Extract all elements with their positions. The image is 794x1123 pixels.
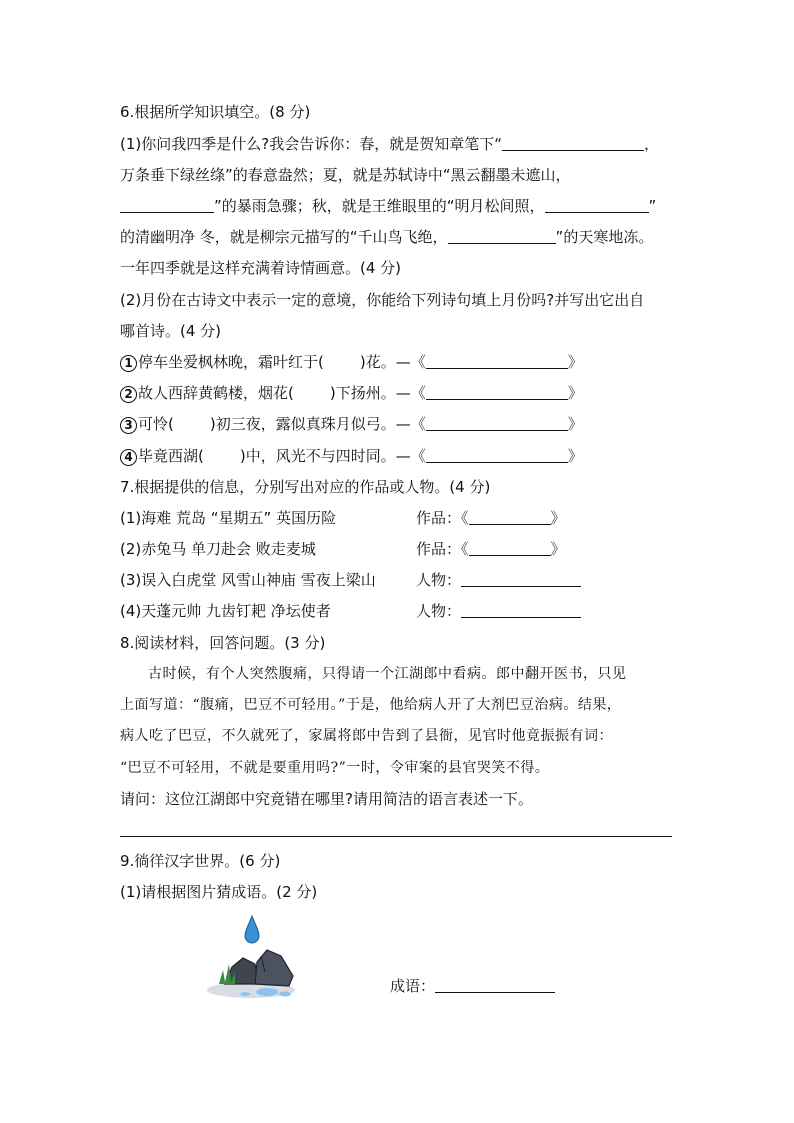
answer-blank[interactable] — [461, 602, 581, 618]
q7-clue: (1)海难 荒岛 “星期五” 英国历险 — [120, 509, 337, 527]
story-line: 古时候，有个人突然腹痛，只得请一个江湖郎中看病。郎中翻开医书，只见 — [148, 666, 627, 682]
poem-title-blank[interactable] — [426, 415, 568, 431]
blank-autumn[interactable] — [545, 197, 649, 213]
poem-title-blank[interactable] — [426, 353, 568, 369]
q7-answer: 作品：《 》 — [416, 509, 566, 527]
q6-p1-line3: ”的暴雨急骤；秋，就是王维眼里的“明月松间照， ” — [120, 196, 656, 216]
item-number: 1 — [120, 355, 137, 372]
blank-summer[interactable] — [120, 197, 214, 213]
story-line: 病人吃了巴豆，不久就死了，家属将郎中告到了县衙，见官时他竟振振有词： — [120, 728, 613, 744]
q6-p1-line5: 一年四季就是这样充满着诗情画意。(4 分) — [120, 259, 402, 277]
q6-p1-line4: 的清幽明净 冬，就是柳宗元描写的“千山鸟飞绝， ”的天寒地冻。 — [120, 228, 654, 246]
blank-winter[interactable] — [448, 228, 556, 244]
water-drop-on-rock-image — [205, 912, 305, 1002]
q7-title: 7.根据提供的信息，分别写出对应的作品或人物。(4 分) — [120, 478, 491, 496]
poem-title-blank[interactable] — [426, 447, 568, 463]
poem-item: 3 可怜( )初三夜，露似真珠月似弓。—《 》 — [120, 414, 583, 434]
poem-item: 2 故人西辞黄鹤楼，烟花( )下扬州。—《 》 — [120, 383, 583, 403]
q7-answer: 作品：《 》 — [416, 540, 566, 558]
q8-question: 请问：这位江湖郎中究竟错在哪里?请用简洁的语言表述一下。 — [120, 790, 533, 808]
item-number: 3 — [120, 417, 137, 434]
story-line: 上面写道：“腹痛，巴豆不可轻用。”于是，他给病人开了大剂巴豆治病。结果， — [120, 697, 622, 713]
q8-title: 8.阅读材料，回答问题。(3 分) — [120, 634, 326, 652]
q6-title: 6.根据所学知识填空。(8 分) — [120, 103, 311, 121]
answer-line[interactable] — [120, 836, 672, 837]
story-line: “巴豆不可轻用，不就是要重用吗?”一时，令审案的县官哭笑不得。 — [120, 760, 550, 776]
q7-answer: 人物： — [416, 570, 581, 590]
poem-title-blank[interactable] — [426, 384, 568, 400]
q9-sub1: (1)请根据图片猜成语。(2 分) — [120, 883, 318, 901]
idiom-answer: 成语： — [390, 976, 555, 996]
idiom-blank[interactable] — [435, 977, 555, 993]
item-number: 4 — [120, 449, 137, 466]
poem-item: 4 毕竟西湖( )中，风光不与四时同。—《 》 — [120, 446, 583, 466]
answer-blank[interactable] — [461, 571, 581, 587]
q7-clue: (3)误入白虎堂 风雪山神庙 雪夜上梁山 — [120, 571, 376, 589]
answer-blank[interactable] — [469, 509, 551, 525]
q7-clue: (2)赤兔马 单刀赴会 败走麦城 — [120, 540, 316, 558]
poem-item: 1 停车坐爱枫林晚，霜叶红于( )花。—《 》 — [120, 352, 583, 372]
item-number: 2 — [120, 386, 137, 403]
q9-title: 9.徜徉汉字世界。(6 分) — [120, 852, 281, 870]
blank-spring[interactable] — [502, 135, 644, 151]
q6-p1-line1: (1)你问我四季是什么?我会告诉你：春，就是贺知章笔下“ ， — [120, 135, 659, 153]
q6-p1-line2: 万条垂下绿丝绦”的春意盎然；夏，就是苏轼诗中“黑云翻墨未遮山， — [120, 166, 571, 184]
answer-blank[interactable] — [469, 540, 551, 556]
q7-clue: (4)天蓬元帅 九齿钉耙 净坛使者 — [120, 602, 331, 620]
q7-answer: 人物： — [416, 601, 581, 621]
q6-p2-line2: 哪首诗。(4 分) — [120, 322, 222, 340]
q6-p2-line1: (2)月份在古诗文中表示一定的意境，你能给下列诗句填上月份吗?并写出它出自 — [120, 291, 645, 309]
